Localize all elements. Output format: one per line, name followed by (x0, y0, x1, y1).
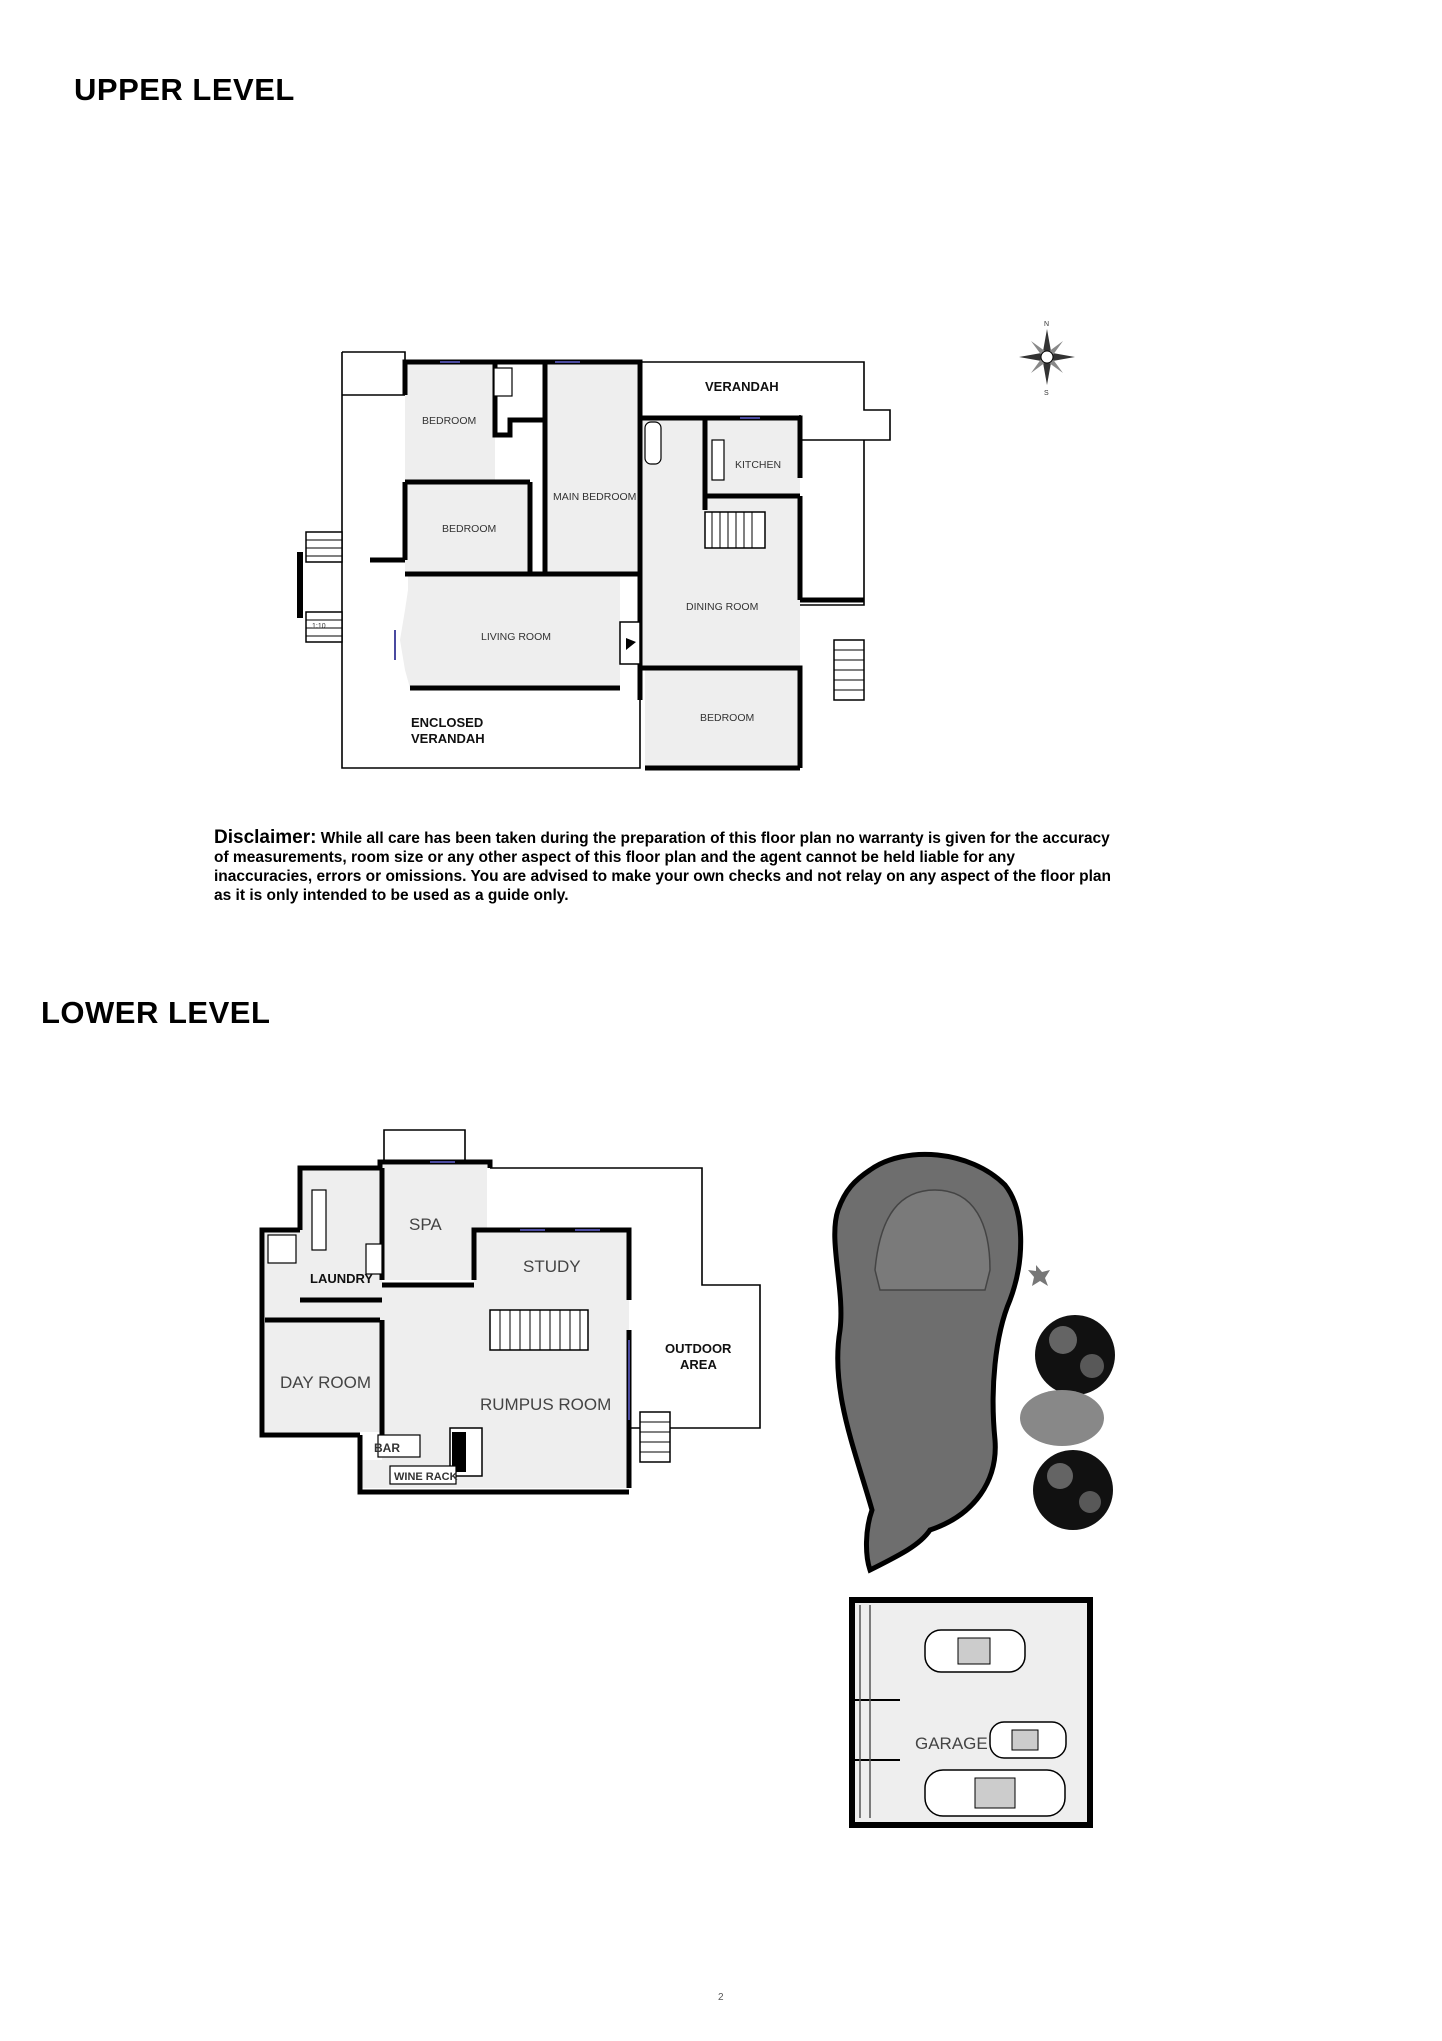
shower-lower-icon (268, 1235, 296, 1263)
lower-level-plan (262, 1130, 760, 1492)
staircase-icon (705, 512, 765, 548)
compass-south-label: S (1044, 390, 1049, 397)
outdoor-steps-icon (640, 1412, 670, 1462)
plant-icon (1020, 1390, 1104, 1446)
car-icon (925, 1770, 1065, 1816)
day-room-label: DAY ROOM (280, 1373, 371, 1392)
bedroom-1-label: BEDROOM (422, 415, 477, 427)
upper-level-plan (300, 352, 890, 768)
spa-deck-outline (384, 1130, 465, 1162)
kitchen-label: KITCHEN (735, 459, 782, 471)
outdoor-area-label-1: OUTDOOR (665, 1341, 732, 1356)
shower-icon (494, 368, 512, 396)
main-bedroom-area (545, 362, 637, 574)
enclosed-verandah-label-2: VERANDAH (411, 731, 485, 746)
tree-icon (1035, 1315, 1115, 1395)
tree-icon (1033, 1450, 1113, 1530)
east-verandah-outline (800, 440, 864, 605)
dining-room-label: DINING ROOM (686, 601, 759, 613)
stair-scale-label: 1:10 (312, 623, 326, 630)
wine-rack-label: WINE RACK (394, 1471, 458, 1483)
upper-outline (342, 352, 405, 395)
small-plant-icon (1028, 1265, 1050, 1286)
kitchen-bench-icon (712, 440, 724, 480)
page-number: 2 (718, 1992, 724, 2003)
laundry-bench-icon (312, 1190, 326, 1250)
bedroom-3-label: BEDROOM (700, 712, 755, 724)
garage-label: GARAGE (915, 1734, 988, 1753)
spa-label: SPA (409, 1215, 442, 1234)
rumpus-room-label: RUMPUS ROOM (480, 1395, 612, 1414)
disclaimer-label: Disclaimer: (214, 827, 317, 848)
study-label: STUDY (523, 1257, 581, 1276)
staircase-icon (490, 1310, 588, 1350)
garage-plan (852, 1600, 1090, 1825)
main-bedroom-label: MAIN BEDROOM (553, 491, 637, 503)
compass-rose-icon (1019, 321, 1075, 397)
laundry-label: LAUNDRY (310, 1271, 374, 1286)
east-steps-icon (834, 640, 864, 700)
living-room-label: LIVING ROOM (481, 631, 552, 643)
fireplace-icon (620, 622, 640, 664)
appliance-icon (366, 1244, 382, 1274)
bedroom-2-label: BEDROOM (442, 523, 497, 535)
disclaimer-body: While all care has been taken during the preparation of this floor plan no warranty is given for the accuracy of measurements, room size or any other aspect of this floor plan and the agent cannot be held liable for any inaccuracies, errors or omissions. You are advised to make your own checks and not relay on any aspect of the floor plan as it is only intended to be used as a guide only. (214, 830, 1111, 904)
lower-level-heading: LOWER LEVEL (41, 995, 271, 1030)
enclosed-verandah-label-1: ENCLOSED (411, 715, 484, 730)
upper-level-heading: UPPER LEVEL (74, 72, 295, 107)
swimming-pool (835, 1154, 1021, 1570)
verandah-label: VERANDAH (705, 379, 779, 394)
car-icon (925, 1630, 1025, 1672)
disclaimer-text (214, 828, 1114, 905)
bar-label: BAR (374, 1441, 400, 1455)
car-icon (990, 1722, 1066, 1758)
compass-north-label: N (1044, 321, 1050, 328)
outdoor-area-label-2: AREA (680, 1357, 717, 1372)
bathtub-icon (645, 422, 661, 464)
